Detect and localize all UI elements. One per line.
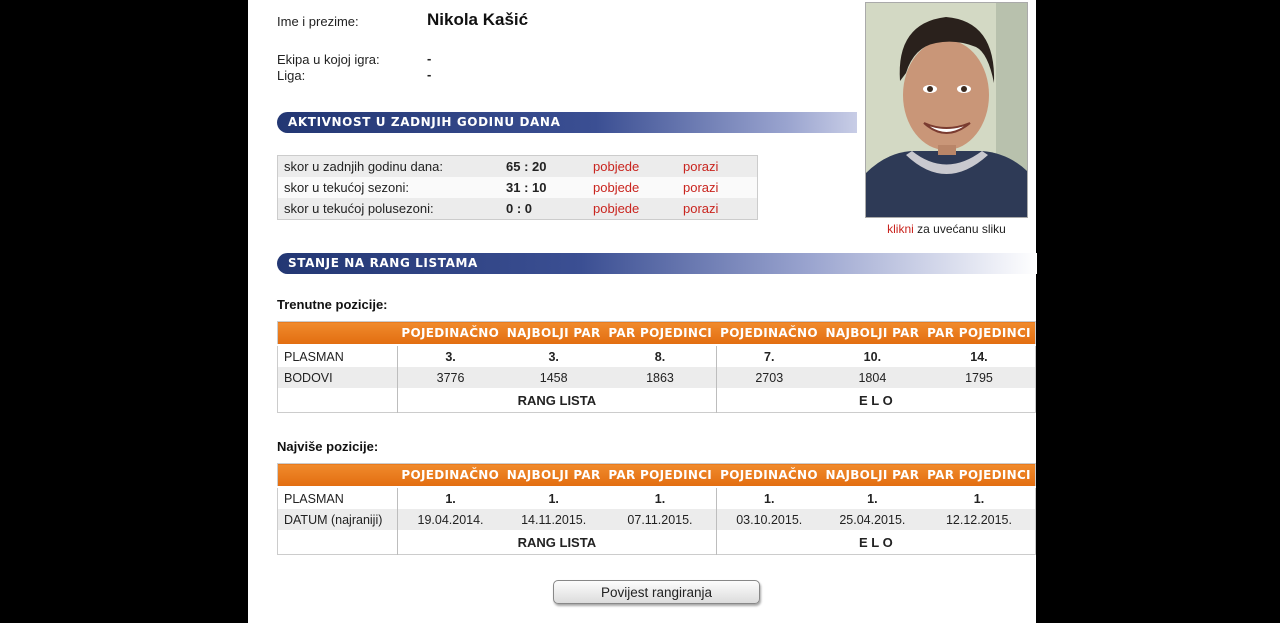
group-label-rang-lista: RANG LISTA	[398, 530, 717, 555]
table-cell: 07.11.2015.	[604, 509, 716, 530]
table-cell: 2703	[716, 367, 822, 388]
wins-link[interactable]: pobjede	[593, 201, 640, 216]
losses-link[interactable]: porazi	[683, 201, 719, 216]
table-cell: 19.04.2014.	[398, 509, 504, 530]
table-header-row	[278, 322, 1036, 346]
losses-link[interactable]: porazi	[683, 159, 719, 174]
league-value: -	[427, 67, 432, 82]
col-header: NAJBOLJI PAR	[822, 464, 923, 488]
table-cell: 3.	[398, 345, 504, 367]
table-cell: 03.10.2015.	[716, 509, 822, 530]
team-value: -	[427, 51, 432, 66]
league-label: Liga:	[277, 68, 306, 83]
table-row	[278, 198, 758, 220]
header-blank	[278, 464, 398, 488]
table-cell: 1.	[398, 487, 504, 509]
activity-score: 0 : 0	[506, 201, 533, 216]
table-cell: 1863	[604, 367, 716, 388]
col-header: POJEDINAČNO	[398, 464, 504, 488]
col-header: PAR POJEDINCI	[923, 464, 1036, 488]
ranking-history-button[interactable]: Povijest rangiranja	[553, 580, 760, 604]
table-cell: 1.	[716, 487, 822, 509]
table-cell: 1458	[503, 367, 604, 388]
table-cell: 1.	[822, 487, 923, 509]
table-cell: 3.	[503, 345, 604, 367]
player-photo-image	[866, 3, 1027, 217]
table-cell: 14.	[923, 345, 1036, 367]
row-label: BODOVI	[278, 367, 398, 388]
footer-blank	[278, 530, 398, 555]
wins-link[interactable]: pobjede	[593, 180, 640, 195]
table-cell: 12.12.2015.	[923, 509, 1036, 530]
activity-desc: skor u zadnjih godinu dana:	[284, 159, 444, 174]
enlarge-photo-link[interactable]: klikni	[887, 222, 914, 236]
table-row	[278, 156, 758, 178]
activity-desc: skor u tekućoj sezoni:	[284, 180, 410, 195]
footer-blank	[278, 388, 398, 413]
photo-caption-text: za uvećanu sliku	[913, 222, 1006, 236]
photo-caption	[865, 222, 1028, 236]
table-cell: 25.04.2015.	[822, 509, 923, 530]
group-label-elo: E L O	[716, 388, 1035, 413]
table-row	[278, 367, 1036, 388]
table-header-row	[278, 464, 1036, 488]
player-name: Nikola Kašić	[427, 10, 529, 29]
table-row	[278, 177, 758, 198]
row-label: PLASMAN	[278, 345, 398, 367]
col-header: PAR POJEDINCI	[604, 464, 716, 488]
losses-link[interactable]: porazi	[683, 180, 719, 195]
col-header: NAJBOLJI PAR	[503, 322, 604, 346]
table-cell: 7.	[716, 345, 822, 367]
col-header: NAJBOLJI PAR	[822, 322, 923, 346]
team-label: Ekipa u kojoj igra:	[277, 52, 380, 67]
table-row	[278, 509, 1036, 530]
table-cell: 1.	[503, 487, 604, 509]
current-positions-table	[277, 321, 1036, 413]
activity-score: 65 : 20	[506, 159, 547, 174]
best-positions-table	[277, 463, 1036, 555]
activity-desc: skor u tekućoj polusezoni:	[284, 201, 434, 216]
activity-table	[277, 155, 758, 220]
best-positions-heading: Najviše pozicije:	[277, 439, 379, 454]
col-header: POJEDINAČNO	[716, 464, 822, 488]
table-cell: 1.	[604, 487, 716, 509]
col-header: PAR POJEDINCI	[923, 322, 1036, 346]
table-row	[278, 345, 1036, 367]
current-positions-heading: Trenutne pozicije:	[277, 297, 388, 312]
col-header: POJEDINAČNO	[716, 322, 822, 346]
table-footer-row	[278, 388, 1036, 413]
table-footer-row	[278, 530, 1036, 555]
activity-score: 31 : 10	[506, 180, 547, 195]
player-profile-panel	[248, 0, 1036, 623]
table-cell: 8.	[604, 345, 716, 367]
table-row	[278, 487, 1036, 509]
table-cell: 1804	[822, 367, 923, 388]
col-header: PAR POJEDINCI	[604, 322, 716, 346]
col-header: POJEDINAČNO	[398, 322, 504, 346]
player-photo[interactable]	[865, 2, 1028, 218]
table-cell: 3776	[398, 367, 504, 388]
table-cell: 14.11.2015.	[503, 509, 604, 530]
activity-section-header: AKTIVNOST U ZADNJIH GODINU DANA	[277, 112, 857, 133]
table-cell: 1795	[923, 367, 1036, 388]
header-blank	[278, 322, 398, 346]
table-cell: 1.	[923, 487, 1036, 509]
name-label: Ime i prezime:	[277, 14, 359, 29]
group-label-rang-lista: RANG LISTA	[398, 388, 717, 413]
rankings-section-header: STANJE NA RANG LISTAMA	[277, 253, 1037, 274]
table-cell: 10.	[822, 345, 923, 367]
wins-link[interactable]: pobjede	[593, 159, 640, 174]
col-header: NAJBOLJI PAR	[503, 464, 604, 488]
group-label-elo: E L O	[716, 530, 1035, 555]
row-label: DATUM (najraniji)	[278, 509, 398, 530]
row-label: PLASMAN	[278, 487, 398, 509]
